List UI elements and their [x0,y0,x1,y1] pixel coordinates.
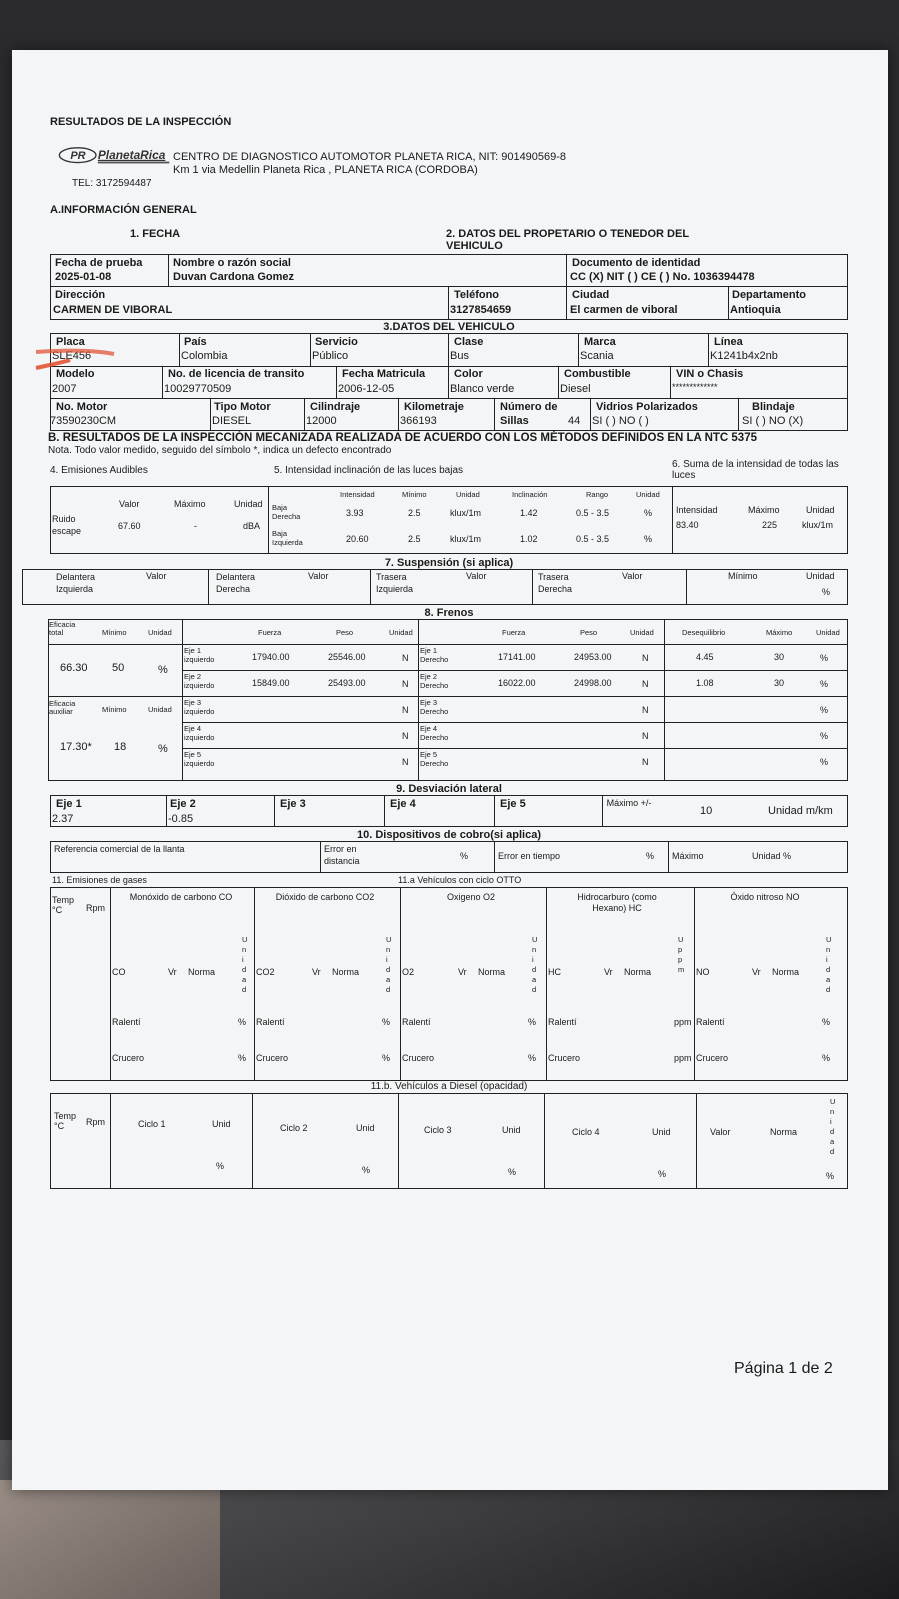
fecha-heading: 1. FECHA [130,228,181,240]
cobro-referencia-label: Referencia comercial de la llanta [54,844,185,854]
combustible-label: Combustible [564,368,631,380]
otto-co2-vertical-char: U [386,935,392,944]
suma-luces-heading: 6. Suma de la intensidad de todas las luces [672,459,839,481]
freno-eje-der-label: Eje 3 Derecho [420,698,449,716]
freno-eje-der-unidad: N [642,705,649,715]
cilindraje-value: 12000 [306,415,337,427]
luces-row-unidad: klux/1m [450,534,482,544]
suma-intensidad: 83.40 [676,520,699,530]
otto-co-ralenti: Ralentí [112,1017,141,1027]
luces-rango-header: Rango [586,490,609,499]
luces-row-rango: 0.5 - 3.5 [576,508,610,518]
color-value: Blanco verde [450,383,515,395]
frenos-unidad-header-izq: Unidad [389,628,413,637]
suma-intensidad-header: Intensidad [676,505,718,515]
frenos-fuerza-header-izq: Fuerza [258,628,282,637]
diesel-ciclo1-pct: % [216,1161,225,1171]
suspension-del-izq: Delantera Izquierda [56,572,96,594]
luces-row-pct: % [644,534,653,544]
telefono-label: Teléfono [454,289,500,301]
otto-co2-code: CO2 [256,967,275,977]
diesel-unidad-char: n [830,1107,835,1116]
section-b-note: Nota. Todo valor medido, seguido del símbolo *, indica un defecto encontrado [48,445,392,456]
center-name-line: CENTRO DE DIAGNOSTICO AUTOMOTOR PLANETA RICA, NIT: 901490569-8 [173,151,567,163]
suspension-valor-2: Valor [308,571,329,581]
otto-co-vertical-char: d [242,985,247,994]
freno-eje-der-label: Eje 5 Derecho [420,750,449,768]
pais-value: Colombia [181,350,228,362]
eficacia-total-label: Eficacia total [49,620,76,638]
placa-value: SLE456 [52,350,92,362]
diesel-unidad-char: d [830,1127,835,1136]
cobro-tiempo-pct: % [646,851,655,861]
tipo-motor-value: DIESEL [212,415,252,427]
otto-rpm-header: Rpm [86,903,106,913]
otto-co2-vertical-char: i [386,955,388,964]
otto-hc-code: HC [548,967,561,977]
frenos-fuerza-header-der: Fuerza [502,628,526,637]
diesel-ciclo3-unid: Unid [502,1125,521,1135]
departamento-label: Departamento [732,289,806,301]
frenos-peso-header-der: Peso [580,628,598,637]
otto-co-vr: Vr [168,967,177,977]
freno-pct: % [820,731,829,741]
freno-eje-izq-fuerza: 17940.00 [252,652,290,662]
suspension-del-der: Delantera Derecha [216,572,256,594]
freno-eje-der-label: Eje 4 Derecho [420,724,449,742]
pais-label: País [184,336,207,348]
color-label: Color [454,368,483,380]
sillas-value: 44 [568,415,581,427]
suma-unidad-header: Unidad [806,505,835,515]
documento-label: Documento de identidad [572,257,701,269]
otto-hc-vertical-char: U [678,935,684,944]
suspension-valor-4: Valor [622,571,643,581]
suspension-minimo: Mínimo [728,571,758,581]
eficacia-auxiliar-minimo: 18 [114,741,127,753]
freno-eje-der-unidad: N [642,653,649,663]
freno-eje-der-unidad: N [642,731,649,741]
freno-eje-izq-label: Eje 5 izquierdo [184,750,215,768]
otto-no-vertical-char: i [826,955,828,964]
page-number: Página 1 de 2 [734,1360,833,1377]
diesel-ciclo3: Ciclo 3 [424,1125,452,1135]
suspension-tra-der: Trasera Derecha [538,572,573,594]
eficacia-total-minimo: 50 [112,662,125,674]
freno-eje-der-fuerza: 17141.00 [498,652,536,662]
ciudad-value: El carmen de viboral [570,304,678,316]
modelo-label: Modelo [56,368,95,380]
otto-o2-vr: Vr [458,967,467,977]
otto-o2-vertical-char: a [532,975,537,984]
otto-no-vr: Vr [752,967,761,977]
gases-otto-table [50,887,848,1081]
otto-hc-ralenti: Ralentí [548,1017,577,1027]
freno-eje-izq-unidad: N [402,731,409,741]
combustible-value: Diesel [560,383,591,395]
freno-eje-izq-label: Eje 2 izquierdo [184,672,215,690]
diesel-title: 11.b. Vehículos a Diesel (opacidad) [370,1081,528,1092]
otto-co-code: CO [112,967,126,977]
sillas-label: Número de Sillas [500,401,558,427]
eficacia-auxiliar-unidad: % [158,743,168,755]
luces-row-label: Baja Izquierda [272,529,303,547]
ruido-luces-table [50,486,848,554]
licencia-label: No. de licencia de transito [168,368,305,380]
luces-row-intensidad: 3.93 [346,508,364,518]
tipo-motor-label: Tipo Motor [214,401,271,413]
freno-pct: % [820,705,829,715]
suspension-pct: % [822,587,831,597]
otto-co-ralenti-unit: % [238,1017,247,1027]
otto-hc-vertical-char: p [678,955,683,964]
suspension-valor-1: Valor [146,571,167,581]
frenos-aux-minimo-header: Mínimo [102,705,127,714]
doc-title: RESULTADOS DE LA INSPECCIÓN [50,116,232,128]
cobro-title: 10. Dispositivos de cobro(si aplica) [357,829,541,841]
otto-hc-vr: Vr [604,967,613,977]
otto-no-vertical-char: n [826,945,831,954]
logo-wordmark: PlanetaRica [97,147,166,162]
ruido-valor-header: Valor [119,499,140,509]
documento-value: CC (X) NIT ( ) CE ( ) No. 1036394478 [570,271,755,283]
freno-eje-der-label: Eje 2 Derecho [420,672,449,690]
motor-value: 73590230CM [50,415,117,427]
otto-no-title: Óxido nitroso NO [730,892,800,902]
freno-eje-der-label: Eje 1 Derecho [420,646,449,664]
diesel-ciclo4: Ciclo 4 [572,1127,600,1137]
otto-hc-crucero-unit: ppm [674,1053,692,1063]
telefono-value: 3127854659 [450,304,512,316]
otto-co-vertical-char: i [242,955,244,964]
otto-hc-vertical-char: m [678,965,685,974]
eficacia-total-unidad: % [158,664,168,676]
marca-value: Scania [580,350,614,362]
frenos-maximo-header: Máximo [766,628,793,637]
otto-co2-norma: Norma [332,967,360,977]
clase-label: Clase [454,336,484,348]
diesel-unidad-char: i [830,1117,832,1126]
cobro-error-tiempo-label: Error en tiempo [498,851,561,861]
luces-row-label: Baja Derecha [272,503,301,521]
freno-eje-izq-unidad: N [402,757,409,767]
otto-no-vertical-char: d [826,965,831,974]
otto-no-crucero-unit: % [822,1053,831,1063]
diesel-valor: Valor [710,1127,731,1137]
otto-co2-ralenti-unit: % [382,1017,391,1027]
otto-no-crucero: Crucero [696,1053,729,1063]
otto-co-vertical-char: n [242,945,247,954]
freno-eje-izq-peso: 25493.00 [328,678,366,688]
freno-pct: % [820,653,829,663]
otto-o2-vertical-char: d [532,985,537,994]
cobro-distancia-pct: % [460,851,469,861]
diesel-ciclo2-unid: Unid [356,1123,375,1133]
departamento-value: Antioquia [730,304,781,316]
matricula-value: 2006-12-05 [338,383,395,395]
ruido-maximo-header: Máximo [174,499,206,509]
otto-temp-header: Temp °C [52,895,75,915]
luces-intensidad-header: Intensidad [340,490,375,499]
otto-o2-ralenti: Ralentí [402,1017,431,1027]
diesel-ciclo1-unid: Unid [212,1119,231,1129]
otto-co2-crucero: Crucero [256,1053,289,1063]
desviacion-eje5-label: Eje 5 [500,798,526,810]
center-address-line: Km 1 via Medellin Planeta Rica , PLANETA RICA (CORDOBA) [173,164,478,176]
desviacion-eje2-label: Eje 2 [170,798,196,810]
otto-o2-crucero: Crucero [402,1053,435,1063]
red-ink-highlight [34,348,118,372]
emisiones-audibles-heading: 4. Emisiones Audibles [50,465,148,476]
otto-co2-vertical-char: n [386,945,391,954]
logo-initials: PR [70,149,86,162]
freno-eje-izq-unidad: N [402,653,409,663]
cobro-error-distancia-label: Error en distancia [324,844,360,866]
diesel-ciclo4-unid: Unid [652,1127,671,1137]
luces-unidad-header: Unidad [456,490,480,499]
diesel-ciclo2-pct: % [362,1165,371,1175]
diesel-unidad-char: U [830,1097,836,1106]
freno-desequilibrio: 1.08 [696,678,714,688]
frenos-desequilibrio-header: Desequilibrio [682,628,726,637]
frenos-peso-header-izq: Peso [336,628,354,637]
otto-no-ralenti-unit: % [822,1017,831,1027]
floor-tile [0,1480,220,1599]
otto-o2-vertical-char: d [532,965,537,974]
suspension-valor-3: Valor [466,571,487,581]
vin-label: VIN o Chasis [676,368,744,380]
luces-row-unidad: klux/1m [450,508,482,518]
diesel-rpm-header: Rpm [86,1117,106,1127]
inspection-document [12,50,888,1490]
desviacion-maximo-label: Máximo +/- [606,798,652,808]
otto-o2-title: Oxigeno O2 [446,892,496,902]
freno-eje-izq-unidad: N [402,679,409,689]
ruido-maximo: - [194,521,197,531]
desviacion-maximo-value: 10 [700,805,713,817]
cobro-unidad-label: Unidad % [752,851,792,861]
blindaje-label: Blindaje [752,401,795,413]
licencia-value: 10029770509 [164,383,232,395]
desviacion-eje1-value: 2.37 [52,813,74,825]
freno-eje-izq-peso: 25546.00 [328,652,366,662]
diesel-ciclo2: Ciclo 2 [280,1123,308,1133]
otto-co2-vr: Vr [312,967,321,977]
diesel-ciclo3-pct: % [508,1167,517,1177]
otto-o2-vertical-char: i [532,955,534,964]
luces-row-inclinacion: 1.42 [520,508,538,518]
linea-value: K1241b4x2nb [710,350,778,362]
otto-o2-crucero-unit: % [528,1053,537,1063]
freno-eje-izq-label: Eje 1 izquierdo [184,646,215,664]
diesel-table [50,1093,848,1189]
otto-no-ralenti: Ralentí [696,1017,725,1027]
freno-maximo: 30 [774,652,785,662]
freno-desequilibrio: 4.45 [696,652,714,662]
otto-co2-crucero-unit: % [382,1053,391,1063]
luces-row-minimo: 2.5 [408,534,421,544]
luces-inclinacion-header: Inclinación [512,490,548,499]
otto-co2-vertical-char: a [386,975,391,984]
eficacia-total-value: 66.30 [60,662,88,674]
otto-co-vertical-char: d [242,965,247,974]
placa-label: Placa [56,336,85,348]
diesel-ciclo1: Ciclo 1 [138,1119,166,1129]
modelo-value: 2007 [52,383,77,395]
otto-hc-ralenti-unit: ppm [674,1017,692,1027]
planeta-rica-logo [48,146,188,168]
intensidad-luces-heading: 5. Intensidad inclinación de las luces bajas [274,465,464,476]
freno-pct: % [820,679,829,689]
otto-o2-ralenti-unit: % [528,1017,537,1027]
desviacion-title: 9. Desviación lateral [396,783,502,795]
frenos-title: 8. Frenos [424,607,474,619]
ruido-valor: 67.60 [118,521,141,531]
freno-pct: % [820,757,829,767]
diesel-ciclo4-pct: % [658,1169,667,1179]
freno-eje-izq-unidad: N [402,705,409,715]
linea-label: Línea [714,336,743,348]
freno-eje-der-unidad: N [642,757,649,767]
ruido-unidad-header: Unidad [234,499,263,509]
kilometraje-value: 366193 [400,415,437,427]
frenos-unidad-header-2: Unidad [816,628,840,637]
frenos-aux-unidad-header: Unidad [148,705,172,714]
motor-label: No. Motor [56,401,108,413]
otto-co2-ralenti: Ralentí [256,1017,285,1027]
emisiones-gases-heading: 11. Emisiones de gases [52,875,147,885]
freno-eje-izq-fuerza: 15849.00 [252,678,290,688]
otto-co-norma: Norma [188,967,216,977]
otto-co-vertical-char: U [242,935,248,944]
section-b-title: B. RESULTADOS DE LA INSPECCIÓN MECANIZADA REALIZADA DE ACUERDO CON LOS MÉTODOS DEFINIDOS EN LA NTC 5375 [48,432,757,444]
otto-co2-vertical-char: d [386,985,391,994]
freno-eje-der-fuerza: 16022.00 [498,678,536,688]
vin-value: ************* [672,382,718,392]
otto-co-crucero: Crucero [112,1053,145,1063]
nombre-label: Nombre o razón social [173,257,291,269]
desviacion-eje3-label: Eje 3 [280,798,306,810]
luces-row-inclinacion: 1.02 [520,534,538,544]
otto-o2-norma: Norma [478,967,506,977]
vidrios-value: SI ( ) NO ( ) [592,415,649,427]
kilometraje-label: Kilometraje [404,401,464,413]
otto-co-title: Monóxido de carbono CO [129,892,233,902]
servicio-value: Público [312,350,349,362]
eficacia-auxiliar-label: Eficacia auxiliar [49,699,76,717]
nombre-value: Duvan Cardona Gomez [173,271,295,283]
marca-label: Marca [584,336,616,348]
vidrios-label: Vidrios Polarizados [596,401,698,413]
otto-no-vertical-char: d [826,985,831,994]
cobro-maximo-label: Máximo [672,851,704,861]
section-a-title: A.INFORMACIÓN GENERAL [50,204,197,216]
direccion-value: CARMEN DE VIBORAL [53,304,173,316]
diesel-unidad-pct: % [826,1171,835,1181]
frenos-minimo-header: Mínimo [102,628,127,637]
desviacion-eje2-value: -0.85 [168,813,194,825]
fecha-value: 2025-01-08 [55,271,112,283]
blindaje-value: SI ( ) NO (X) [742,415,804,427]
otto-hc-title: Hidrocarburo (como Hexano) HC [577,892,657,913]
desviacion-eje4-label: Eje 4 [390,798,416,810]
luces-row-rango: 0.5 - 3.5 [576,534,610,544]
diesel-norma: Norma [770,1127,798,1137]
ciclo-otto-heading: 11.a Vehículos con ciclo OTTO [398,875,522,885]
freno-eje-izq-label: Eje 4 izquierdo [184,724,215,742]
suma-maximo-header: Máximo [748,505,780,515]
diesel-unidad-char: d [830,1147,835,1156]
luces-row-pct: % [644,508,653,518]
desviacion-eje1-label: Eje 1 [56,798,82,810]
cilindraje-label: Cilindraje [310,401,361,413]
luces-row-intensidad: 20.60 [346,534,369,544]
otto-no-vertical-char: a [826,975,831,984]
otto-hc-norma: Norma [624,967,652,977]
otto-co2-vertical-char: d [386,965,391,974]
servicio-label: Servicio [315,336,358,348]
freno-eje-izq-label: Eje 3 izquierdo [184,698,215,716]
eficacia-auxiliar-value: 17.30* [60,741,92,753]
freno-eje-der-peso: 24953.00 [574,652,612,662]
diesel-unidad-char: a [830,1137,835,1146]
otto-co-crucero-unit: % [238,1053,247,1063]
desviacion-unidad: Unidad m/km [768,805,833,817]
luces-unidad2-header: Unidad [636,490,660,499]
suma-maximo: 225 [762,520,778,530]
clase-value: Bus [450,350,469,362]
freno-eje-der-peso: 24998.00 [574,678,612,688]
vehiculo-section-title: 3.DATOS DEL VEHICULO [383,321,515,333]
otto-no-code: NO [696,967,710,977]
frenos-unidad-header-der: Unidad [630,628,654,637]
otto-hc-crucero: Crucero [548,1053,581,1063]
otto-o2-vertical-char: n [532,945,537,954]
luces-row-minimo: 2.5 [408,508,421,518]
ruido-label: Ruido escape [52,514,82,536]
ciudad-label: Ciudad [572,289,610,301]
otto-no-vertical-char: U [826,935,832,944]
otto-o2-vertical-char: U [532,935,538,944]
fecha-label: Fecha de prueba [55,257,143,269]
luces-minimo-header: Mínimo [402,490,427,499]
suspension-tra-izq: Trasera Izquierda [376,572,414,594]
propietario-heading: 2. DATOS DEL PROPETARIO O TENEDOR DEL VEHICULO [446,228,689,253]
ruido-unidad: dBA [243,521,261,531]
diesel-temp-header: Temp °C [54,1111,77,1131]
direccion-label: Dirección [55,289,106,301]
freno-eje-der-unidad: N [642,679,649,689]
frenos-unidad-header: Unidad [148,628,172,637]
suspension-title: 7. Suspensión (si aplica) [384,557,514,569]
center-phone: TEL: 3172594487 [72,178,152,189]
matricula-label: Fecha Matricula [342,368,426,380]
otto-no-norma: Norma [772,967,800,977]
freno-maximo: 30 [774,678,785,688]
otto-o2-code: O2 [402,967,415,977]
suma-unidad: klux/1m [802,520,834,530]
otto-co2-title: Dióxido de carbono CO2 [275,892,375,902]
suspension-unidad: Unidad [806,571,835,581]
otto-hc-vertical-char: p [678,945,683,954]
otto-co-vertical-char: a [242,975,247,984]
